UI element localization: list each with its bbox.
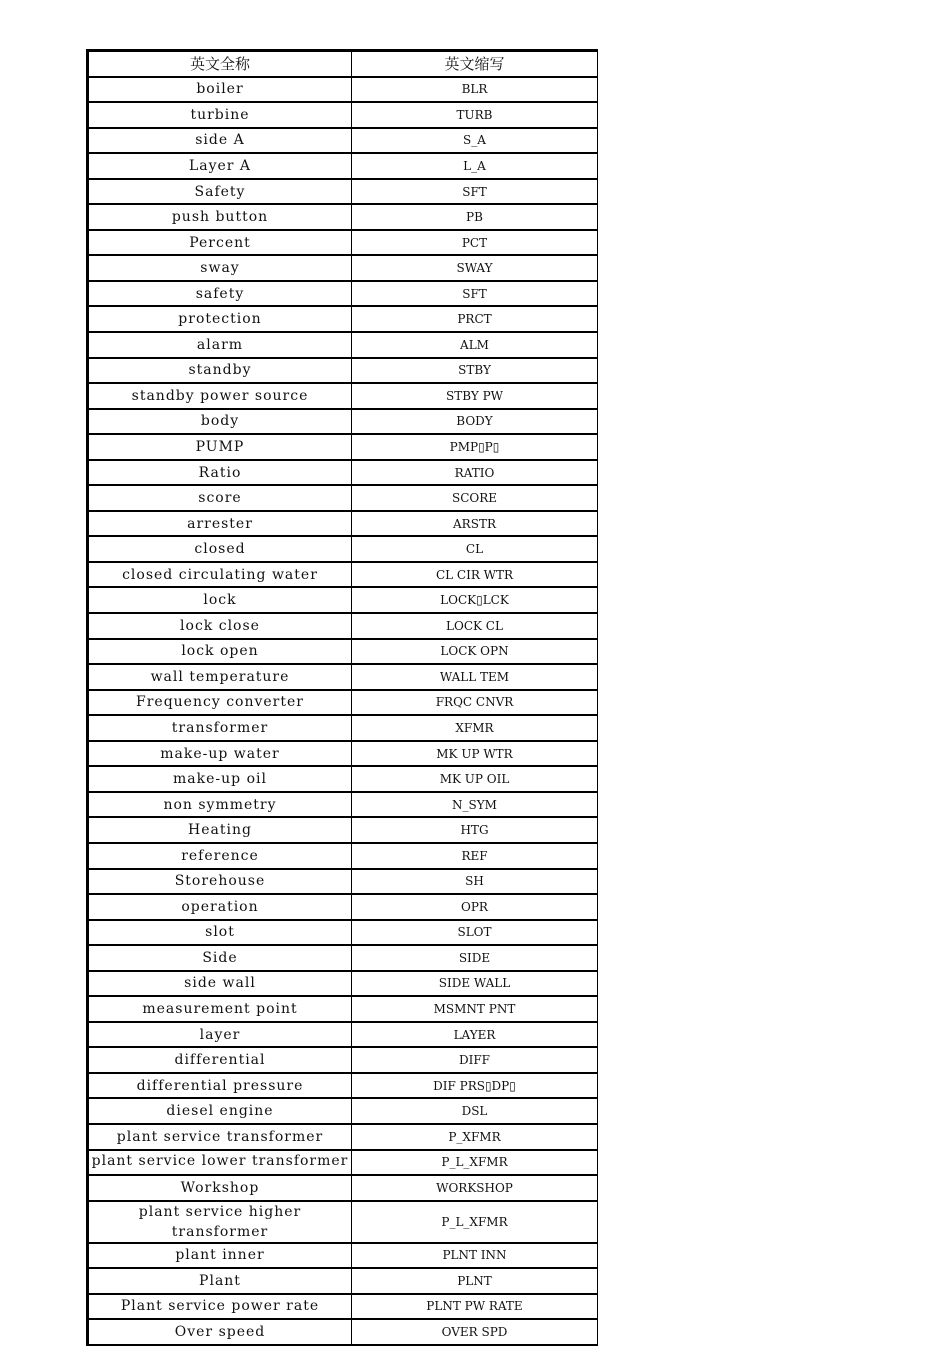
table-row: [88, 153, 598, 179]
table-row: [88, 741, 598, 767]
abbreviation-cell: PMP▯P▯: [352, 434, 598, 460]
full-name-cell: lock: [88, 587, 352, 613]
abbreviation-cell: DIF PRS▯DP▯: [352, 1073, 598, 1099]
full-name-cell: Percent: [88, 230, 352, 256]
table-row: [88, 434, 598, 460]
full-name-cell: turbine: [88, 102, 352, 128]
table-row: [88, 1124, 598, 1150]
full-name-cell: score: [88, 485, 352, 511]
full-name-cell: measurement point: [88, 996, 352, 1022]
full-name-cell: non symmetry: [88, 792, 352, 818]
full-name-cell: operation: [88, 894, 352, 920]
full-name-cell: slot: [88, 920, 352, 946]
full-name-cell: Storehouse: [88, 869, 352, 895]
full-name-cell: plant service higher transformer: [88, 1201, 352, 1243]
abbreviation-cell: N_SYM: [352, 792, 598, 818]
table-row: [88, 511, 598, 537]
abbreviation-cell: P_XFMR: [352, 1124, 598, 1150]
abbreviation-cell: BODY: [352, 409, 598, 435]
full-name-cell: differential pressure: [88, 1073, 352, 1099]
full-name-cell: Plant service power rate: [88, 1294, 352, 1320]
header-full-name: 英文全称: [88, 51, 352, 77]
abbreviation-cell: LOCK CL: [352, 613, 598, 639]
full-name-cell: safety: [88, 281, 352, 307]
abbreviation-cell: OVER SPD: [352, 1319, 598, 1345]
abbreviation-cell: XFMR: [352, 715, 598, 741]
full-name-cell: Plant: [88, 1268, 352, 1294]
full-name-cell: alarm: [88, 332, 352, 358]
table-row: [88, 843, 598, 869]
full-name-cell: make-up water: [88, 741, 352, 767]
table-row: [88, 587, 598, 613]
table-row: [88, 971, 598, 997]
table-row: [88, 383, 598, 409]
full-name-cell: closed: [88, 536, 352, 562]
abbreviation-cell: HTG: [352, 817, 598, 843]
full-name-cell: boiler: [88, 77, 352, 103]
full-name-cell: make-up oil: [88, 766, 352, 792]
table-row: [88, 1243, 598, 1269]
full-name-cell: push button: [88, 204, 352, 230]
abbreviation-cell: DSL: [352, 1098, 598, 1124]
table-row: [88, 664, 598, 690]
full-name-cell: plant service lower transformer: [88, 1150, 352, 1176]
abbreviation-cell: REF: [352, 843, 598, 869]
table-row: [88, 332, 598, 358]
full-name-cell: plant service transformer: [88, 1124, 352, 1150]
table-row: [88, 179, 598, 205]
abbreviation-cell: PB: [352, 204, 598, 230]
abbreviation-cell: SIDE: [352, 945, 598, 971]
full-name-cell: PUMP: [88, 434, 352, 460]
header-row: [88, 51, 598, 77]
full-name-cell: Layer A: [88, 153, 352, 179]
table-row: [88, 1150, 598, 1176]
table-row: [88, 1175, 598, 1201]
table-row: [88, 766, 598, 792]
table-row: [88, 536, 598, 562]
table-row: [88, 1098, 598, 1124]
table-row: [88, 639, 598, 665]
abbreviation-cell: CL CIR WTR: [352, 562, 598, 588]
table-row: [88, 358, 598, 384]
full-name-cell: layer: [88, 1022, 352, 1048]
full-name-cell: wall temperature: [88, 664, 352, 690]
abbreviation-cell: L_A: [352, 153, 598, 179]
abbreviation-cell: RATIO: [352, 460, 598, 486]
table-row: [88, 690, 598, 716]
abbreviation-cell: LOCK OPN: [352, 639, 598, 665]
abbreviation-cell: TURB: [352, 102, 598, 128]
full-name-cell: arrester: [88, 511, 352, 537]
abbreviation-cell: SH: [352, 869, 598, 895]
abbreviation-cell: STBY PW: [352, 383, 598, 409]
table-row: [88, 128, 598, 154]
full-name-cell: reference: [88, 843, 352, 869]
table-row: [88, 255, 598, 281]
table-row: [88, 77, 598, 103]
table-row: [88, 792, 598, 818]
table-row: [88, 1073, 598, 1099]
full-name-cell: Side: [88, 945, 352, 971]
abbreviation-table: [86, 49, 598, 1346]
table-row: [88, 1294, 598, 1320]
abbreviation-cell: SIDE WALL: [352, 971, 598, 997]
full-name-cell: standby: [88, 358, 352, 384]
abbreviation-cell: ARSTR: [352, 511, 598, 537]
abbreviation-cell: PRCT: [352, 306, 598, 332]
full-name-cell: lock close: [88, 613, 352, 639]
table-row: [88, 613, 598, 639]
abbreviation-cell: PLNT: [352, 1268, 598, 1294]
table-row: [88, 409, 598, 435]
abbreviation-cell: S_A: [352, 128, 598, 154]
table-row: [88, 204, 598, 230]
abbreviation-cell: MK UP OIL: [352, 766, 598, 792]
abbreviation-cell: P_L_XFMR: [352, 1201, 598, 1243]
full-name-cell: side A: [88, 128, 352, 154]
full-name-cell: body: [88, 409, 352, 435]
full-name-cell: differential: [88, 1047, 352, 1073]
table-row: [88, 945, 598, 971]
table-row: [88, 869, 598, 895]
full-name-cell: Ratio: [88, 460, 352, 486]
abbreviation-cell: SLOT: [352, 920, 598, 946]
table-row: [88, 1201, 598, 1243]
full-name-cell: sway: [88, 255, 352, 281]
full-name-cell: Safety: [88, 179, 352, 205]
table-row: [88, 460, 598, 486]
abbreviation-cell: WORKSHOP: [352, 1175, 598, 1201]
table-row: [88, 485, 598, 511]
table-row: [88, 1047, 598, 1073]
abbreviation-cell: SFT: [352, 281, 598, 307]
table-row: [88, 715, 598, 741]
full-name-cell: plant inner: [88, 1243, 352, 1269]
table-row: [88, 102, 598, 128]
full-name-cell: Frequency converter: [88, 690, 352, 716]
full-name-cell: Workshop: [88, 1175, 352, 1201]
table-row: [88, 996, 598, 1022]
abbreviation-cell: P_L_XFMR: [352, 1150, 598, 1176]
table-body: [88, 77, 598, 1345]
table-row: [88, 281, 598, 307]
abbreviation-cell: SFT: [352, 179, 598, 205]
abbreviation-cell: WALL TEM: [352, 664, 598, 690]
abbreviation-cell: CL: [352, 536, 598, 562]
full-name-cell: standby power source: [88, 383, 352, 409]
table-row: [88, 817, 598, 843]
full-name-cell: Heating: [88, 817, 352, 843]
table-row: [88, 1022, 598, 1048]
abbreviation-cell: MSMNT PNT: [352, 996, 598, 1022]
abbreviation-cell: SWAY: [352, 255, 598, 281]
abbreviation-cell: OPR: [352, 894, 598, 920]
abbreviation-cell: SCORE: [352, 485, 598, 511]
abbreviation-cell: PLNT INN: [352, 1243, 598, 1269]
table-row: [88, 920, 598, 946]
table-row: [88, 230, 598, 256]
abbreviation-cell: PLNT PW RATE: [352, 1294, 598, 1320]
header-abbreviation: 英文缩写: [352, 51, 598, 77]
table-row: [88, 894, 598, 920]
table-row: [88, 1319, 598, 1345]
abbreviation-cell: LAYER: [352, 1022, 598, 1048]
abbreviation-cell: FRQC CNVR: [352, 690, 598, 716]
full-name-cell: side wall: [88, 971, 352, 997]
abbreviation-cell: ALM: [352, 332, 598, 358]
abbreviation-cell: DIFF: [352, 1047, 598, 1073]
abbreviation-cell: STBY: [352, 358, 598, 384]
table-row: [88, 1268, 598, 1294]
abbreviation-cell: PCT: [352, 230, 598, 256]
full-name-cell: transformer: [88, 715, 352, 741]
table-row: [88, 306, 598, 332]
full-name-cell: closed circulating water: [88, 562, 352, 588]
table-row: [88, 562, 598, 588]
full-name-cell: lock open: [88, 639, 352, 665]
abbreviation-cell: LOCK▯LCK: [352, 587, 598, 613]
abbreviation-cell: MK UP WTR: [352, 741, 598, 767]
full-name-cell: Over speed: [88, 1319, 352, 1345]
abbreviation-cell: BLR: [352, 77, 598, 103]
full-name-cell: protection: [88, 306, 352, 332]
full-name-cell: diesel engine: [88, 1098, 352, 1124]
